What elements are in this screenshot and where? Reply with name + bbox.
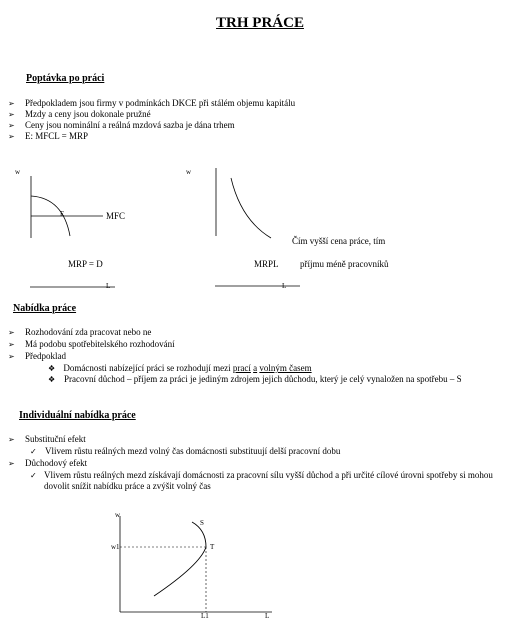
arrow-bullet-icon: ➢ [8, 110, 15, 119]
diamond-bullet-icon: ❖ [48, 375, 56, 384]
arrow-bullet-icon: ➢ [8, 459, 15, 468]
graph3-axis-w: w [115, 511, 121, 519]
arrow-bullet-icon: ➢ [8, 99, 15, 108]
arrow-bullet-icon: ➢ [8, 132, 15, 141]
demand-note-1: Čím vyšší cena práce, tím [292, 236, 386, 246]
individual-item-2-check [30, 470, 37, 481]
demand-heading: Poptávka po práci [26, 73, 105, 84]
graph2-axis-w: w [186, 168, 192, 176]
arrow-bullet-icon: ➢ [8, 435, 15, 444]
diamond-bullet-icon: ❖ [48, 364, 56, 373]
arrow-bullet-icon: ➢ [8, 328, 15, 337]
graph2-label-mrpl: MRPL [254, 259, 279, 269]
graph1-axis-w: w [15, 168, 21, 176]
arrow-bullet-icon: ➢ [8, 121, 15, 130]
arrow-bullet-icon: ➢ [8, 352, 15, 361]
individual-supply-graph [110, 510, 290, 625]
graph1-label-mfc: MFC [106, 211, 126, 221]
supply-heading: Nabídka práce [13, 303, 77, 314]
graph3-label-s: S [200, 519, 204, 527]
checkmark-icon: ✓ [30, 471, 37, 480]
individual-item-2: ➢ Důchodový efekt [8, 458, 88, 468]
demand-graph-mrp [18, 168, 148, 248]
demand-item-4: ➢ E: MFCL = MRP [8, 131, 88, 141]
graph2-axis-l: L [282, 282, 287, 290]
graph3-axis-l: L [265, 612, 270, 620]
demand-item-3: ➢ Ceny jsou nominální a reálná mzdová sazba je dána trhem [8, 120, 235, 130]
graph2-x-axis [215, 285, 300, 289]
graph1-axis-l: L [106, 282, 111, 290]
graph1-label-e: E [60, 210, 65, 218]
graph1-label-mrp: MRP = D [68, 259, 103, 269]
graph3-label-w1: w1 [111, 543, 120, 551]
supply-subitem-2-bullet [48, 374, 55, 385]
demand-graph-mrpl [205, 168, 285, 248]
supply-subitem-2: Pracovní důchod – příjem za práci je jediným zdrojem jejich důchodu, který je celý vynaložen na spotřebu – S [64, 374, 462, 384]
supply-item-3: ➢ Předpoklad [8, 351, 66, 361]
supply-subitem-1: ❖ Domácnosti nabízející práci se rozhodují mezi prací a volným časem [48, 363, 312, 373]
arrow-bullet-icon: ➢ [8, 340, 15, 349]
graph3-label-l1: L1 [201, 612, 209, 620]
demand-item-1: ➢ Předpokladem jsou firmy v podmínkách DKCE při stálém objemu kapitálu [8, 98, 296, 108]
demand-item-2: ➢ Mzdy a ceny jsou dokonale pružné [8, 109, 151, 119]
graph3-label-t: T [210, 543, 215, 551]
checkmark-icon: ✓ [30, 447, 37, 456]
individual-heading: Individuální nabídka práce [19, 410, 136, 421]
supply-item-1: ➢ Rozhodování zda pracovat nebo ne [8, 327, 152, 337]
individual-item-2-detail: Vlivem růstu reálných mezd získávají domácnosti za pracovní sílu vyšší důchod a při určité cílové úrovni spotřeby si mohou dovolit snížit nabídku práce a zvýšit volný čas [44, 470, 493, 491]
page-title: TRH PRÁCE [216, 15, 304, 31]
graph1-x-axis [30, 286, 115, 290]
supply-item-2: ➢ Má podobu spotřebitelského rozhodování [8, 339, 175, 349]
individual-item-1-detail: ✓ Vlivem růstu reálných mezd volný čas domácnosti substituují delší pracovní dobu [30, 446, 341, 456]
individual-item-1: ➢ Substituční efekt [8, 434, 86, 444]
demand-note-2: příjmu méně pracovníků [300, 259, 389, 269]
